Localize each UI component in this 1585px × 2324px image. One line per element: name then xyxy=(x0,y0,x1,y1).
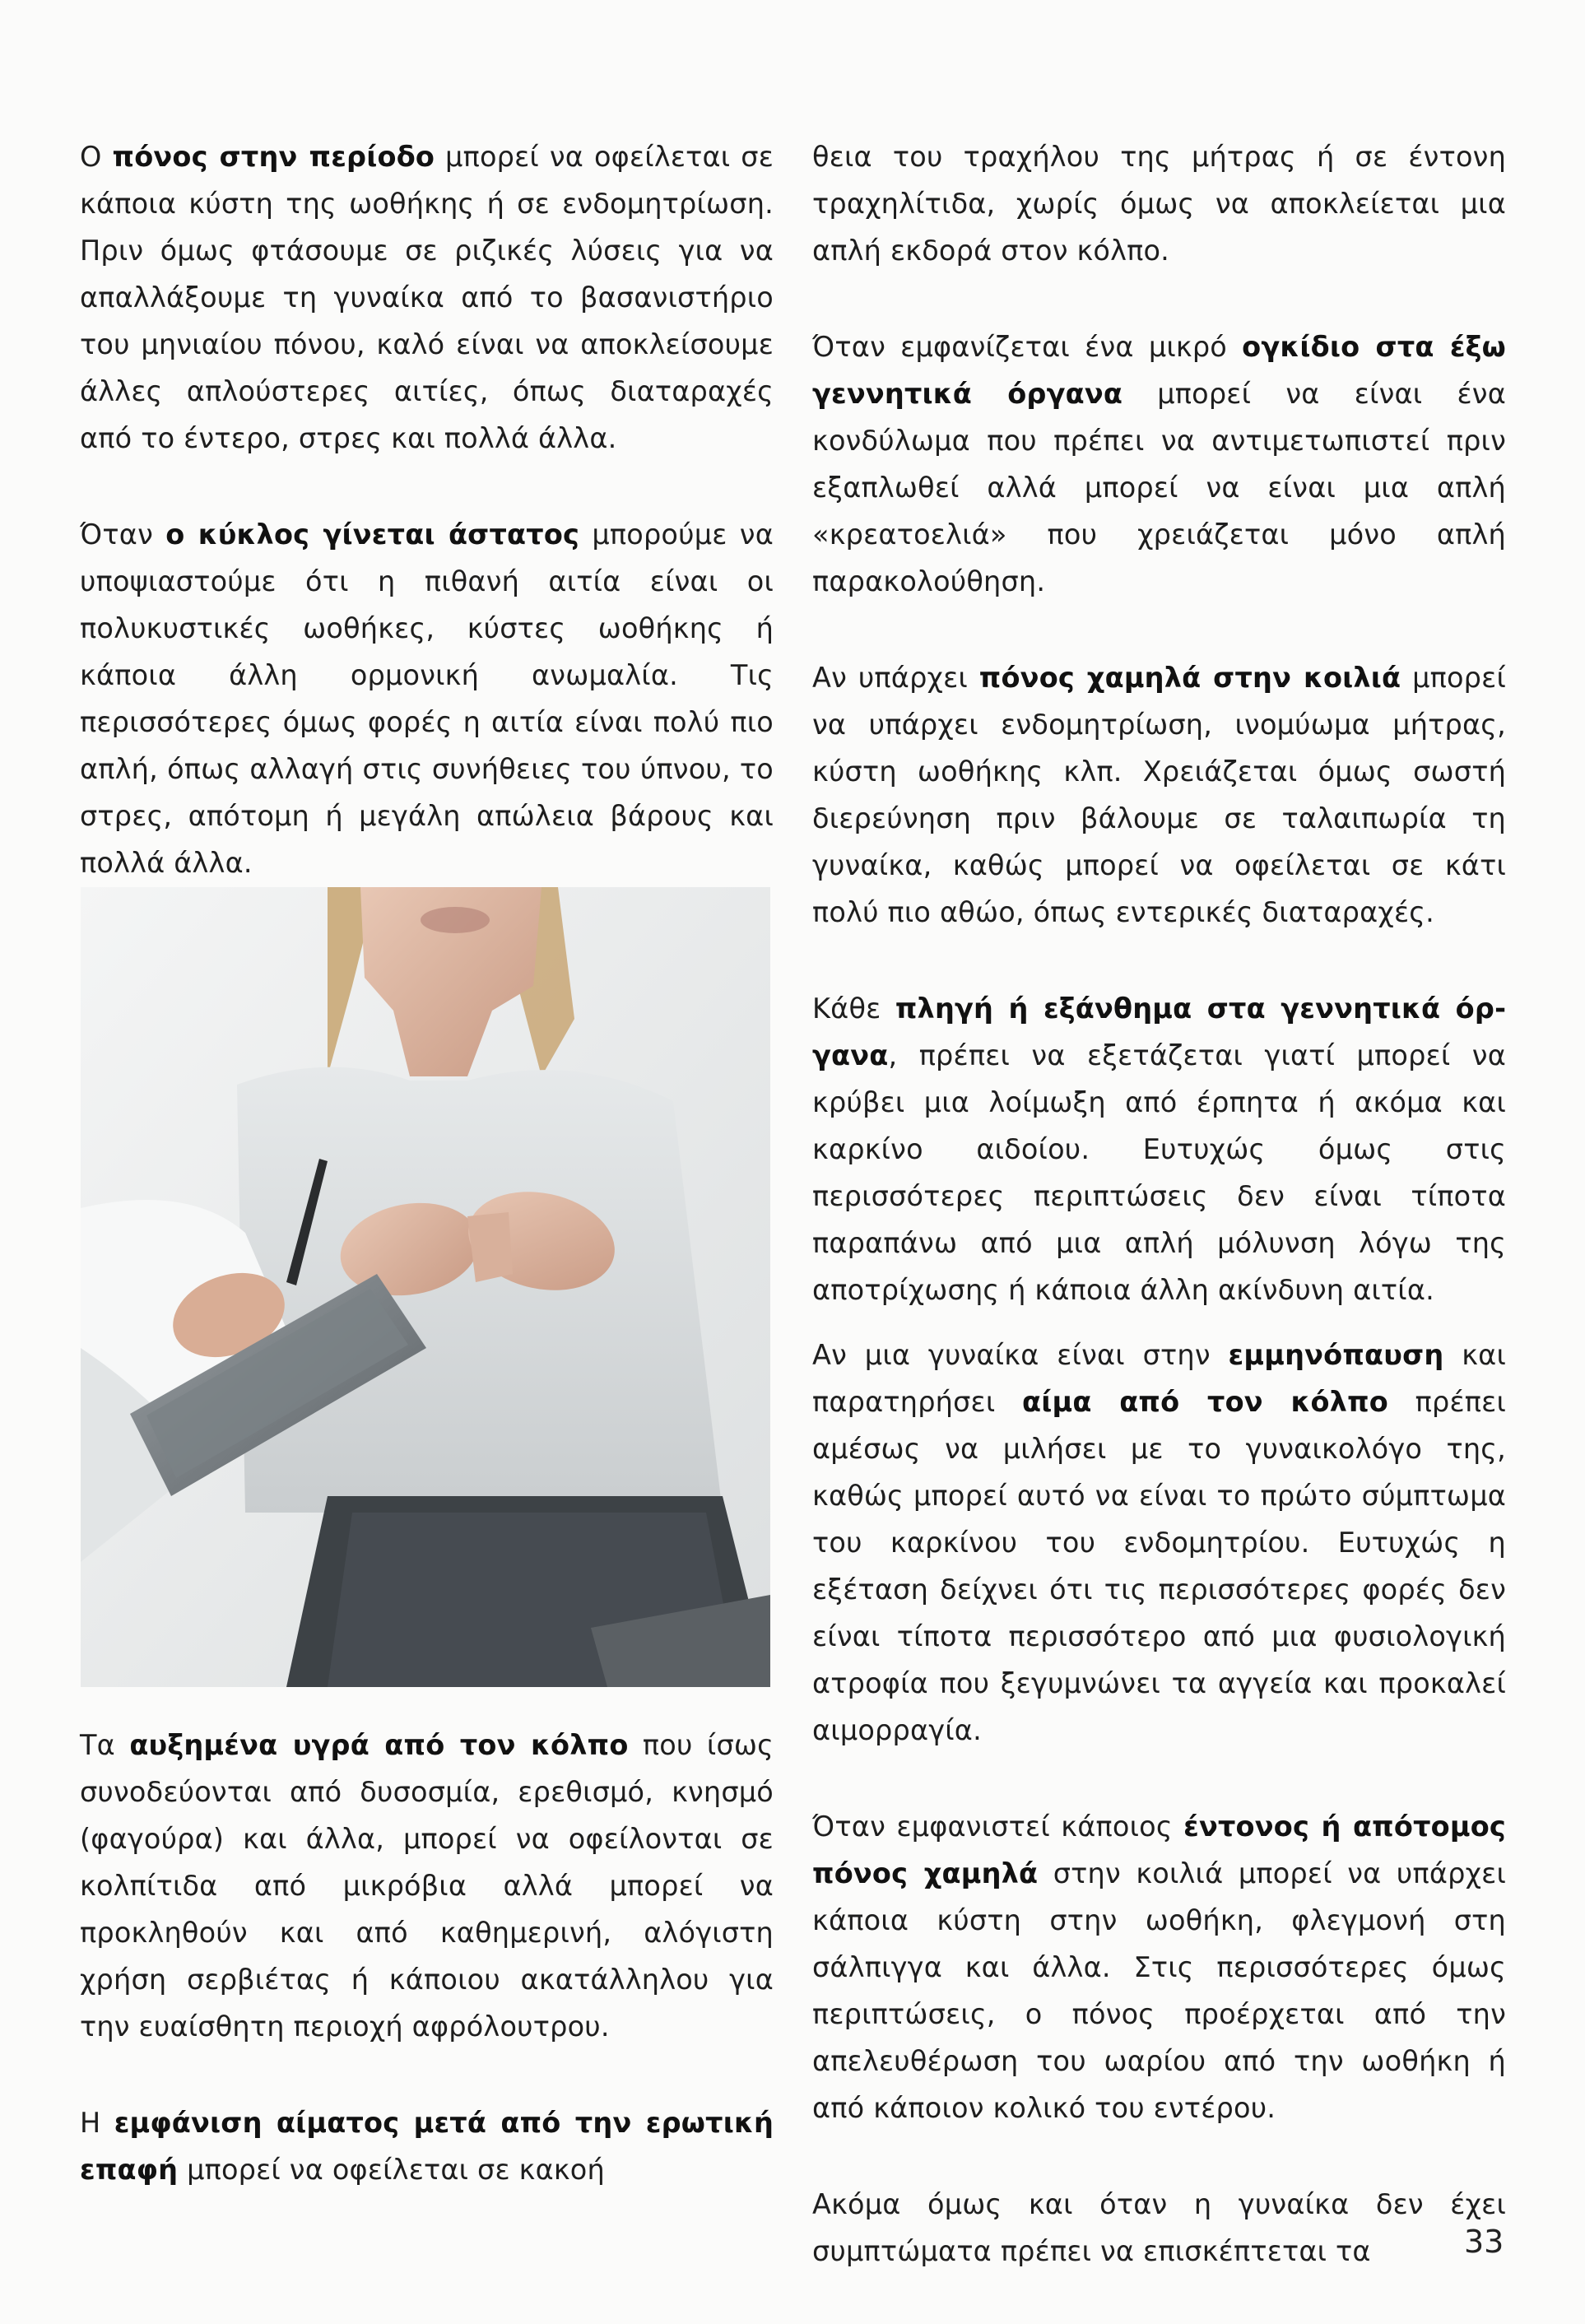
text-run: Η xyxy=(80,2107,114,2139)
paragraph-sudden-pain xyxy=(812,1803,1506,2131)
text-run: στην κοιλιά μπορεί να υπάρχει κάποια κύστη στην ωοθήκη, φλεγμονή στη σάλπιγγα και άλλα. Στις περισσότερες όμως περιπτώσεις, ο πόνος προέρχεται από την απελευθέρωση του ωαρίου από την ωοθήκη ή από κάποιον κολικό του εντέρου. xyxy=(812,1857,1506,2124)
bold-phrase: έντονος ή απότομος πόνος χαμηλά xyxy=(812,1810,1506,1889)
doctor-consultation-photo xyxy=(81,887,770,1687)
text-run: μπορεί να οφείλεται σε κάποια κύστη της ωοθήκης ή σε ενδομητρίωση. Πριν όμως φτάσουμε σε ριζικές λύσεις για να απαλλάξουμε τη γυναίκα από το βασανιστήριο του μηνιαίου πόνου, καλό είναι να αποκλείσουμε άλλες απλούστερες αιτίες, όπως διαταραχές από το έντερο, στρες και πολλά άλλα. xyxy=(80,141,774,454)
paragraph-bleeding-after-sex xyxy=(80,2099,774,2193)
text-run: και παρατηρήσει xyxy=(812,1339,1506,1418)
bold-phrase: πόνος στην περίοδο xyxy=(112,141,435,173)
text-run: Ο xyxy=(80,141,113,173)
bold-phrase: ογκίδιο στα έξω γεννητικά όργανα xyxy=(812,331,1506,410)
bold-phrase: πληγή ή εξάνθημα στα γεννητικά όργανα xyxy=(812,992,1506,1071)
text-run: μπορεί να είναι ένα κονδύλωμα που πρέπει να αντιμετωπιστεί πριν εξαπλωθεί αλλά μπορεί να είναι μια απλή «κρεατοελιά» που χρειάζεται μόνο απλή παρακολούθηση. xyxy=(812,378,1506,597)
left-column xyxy=(80,133,774,936)
text-run: μπορεί να οφείλεται σε κακοή xyxy=(178,2154,605,2186)
text-run: , πρέπει να εξετάζεται γιατί μπορεί να κρύβει μια λοίμωξη από έρπητα ή ακόμα και καρκίνο αιδοίου. Ευτυχώς όμως στις περισσότερες περιπτώσεις δεν είναι τίποτα παραπάνω από μια απλή μόλυνση λόγω της αποτρίχωσης ή κάποια άλλη ακίνδυνη αιτία. xyxy=(812,1039,1506,1306)
text-run: Όταν εμφανίζεται ένα μικρό xyxy=(812,331,1243,363)
paragraph-lower-abdominal-pain xyxy=(812,654,1506,936)
paragraph-external-lump xyxy=(812,323,1506,605)
paragraph-cervix-continuation xyxy=(812,133,1506,274)
text-run: Όταν xyxy=(80,518,166,551)
text-run: μπορούμε να υποψιαστούμε ότι η πιθανή αιτία είναι οι πολυκυστικές ωοθήκες, κύστες ωοθήκης ή κάποια άλλη ορμονική ανωμαλία. Τις περισσότερες όμως φορές η αιτία είναι πολύ πιο απλή, όπως αλλαγή στις συνήθειες του ύπνου, το στρες, απότομη ή μεγάλη απώλεια βάρους και πολλά άλλα. xyxy=(80,518,774,879)
text-run: Όταν εμφανιστεί κάποιος xyxy=(812,1810,1184,1843)
text-run: Αν μια γυναίκα είναι στην xyxy=(812,1339,1229,1371)
text-run: Τα xyxy=(80,1729,130,1761)
page-number: 33 xyxy=(1464,2224,1504,2260)
bold-phrase: αυξημένα υγρά από τον κόλπο xyxy=(129,1729,629,1761)
bold-phrase: εμμηνόπαυση xyxy=(1228,1339,1444,1371)
paragraph-genital-sores xyxy=(812,985,1506,1313)
paragraph-irregular-cycle xyxy=(80,511,774,886)
paragraph-period-pain xyxy=(80,133,774,462)
left-column-bottom xyxy=(80,1722,774,2243)
text-run: μπορεί να υπάρχει ενδομητρίωση, ινομύωμα μήτρας, κύστη ωοθήκης κλπ. Χρειάζεται όμως σωστή διερεύνηση πριν βάλουμε σε ταλαιπωρία τη γυναίκα, καθώς μπορεί να οφείλεται σε κάτι πολύ πιο αθώο, όπως εντερικές διαταραχές. xyxy=(812,662,1506,928)
bold-phrase: πόνος χαμηλά στην κοιλιά xyxy=(978,662,1401,694)
photo-illustration xyxy=(81,887,770,1687)
paragraph-no-symptoms xyxy=(812,2181,1506,2275)
text-run: Ακόμα όμως και όταν η γυναίκα δεν έχει συμπτώματα πρέπει να επισκέπτεται τα xyxy=(812,2188,1506,2267)
right-column xyxy=(812,133,1506,2324)
text-run: θεια του τραχήλου της μήτρας ή σε έντονη τραχηλίτιδα, χωρίς όμως να αποκλείεται μια απλή εκδορά στον κόλπο. xyxy=(812,141,1506,267)
text-run: Αν υπάρχει xyxy=(812,662,979,694)
bold-phrase: εμφάνιση αίματος μετά από την ερωτική επαφή xyxy=(80,2107,774,2186)
bold-phrase: αίμα από τον κόλπο xyxy=(1022,1386,1388,1418)
paragraph-vaginal-discharge xyxy=(80,1722,774,2050)
text-run: Κάθε xyxy=(812,992,895,1025)
bold-phrase: ο κύκλος γίνεται άστατος xyxy=(165,518,580,551)
text-run: πρέπει αμέσως να μιλήσει με το γυναικολόγο της, καθώς μπορεί αυτό να είναι το πρώτο σύμπτωμα του καρκίνου του ενδομητρίου. Ευτυχώς η εξέταση δείχνει ότι τις περισσότερες φορές δεν είναι τίποτα περισσότερο από μια φυσιολογική ατροφία που ξεγυμνώνει τα αγγεία και προκαλεί αιμορραγία. xyxy=(812,1386,1506,1746)
text-run: που ίσως συνοδεύονται από δυσοσμία, ερεθισμό, κνησμό (φαγούρα) και άλλα, μπορεί να οφείλονται σε κολπίτιδα από μικρόβια αλλά μπορεί να προκληθούν και από καθημερινή, αλόγιστη χρήση σερβιέτας ή κάποιου ακατάλληλου για την ευαίσθητη περιοχή αφρόλουτρου. xyxy=(80,1729,774,2043)
paragraph-menopause-bleeding xyxy=(812,1332,1506,1754)
